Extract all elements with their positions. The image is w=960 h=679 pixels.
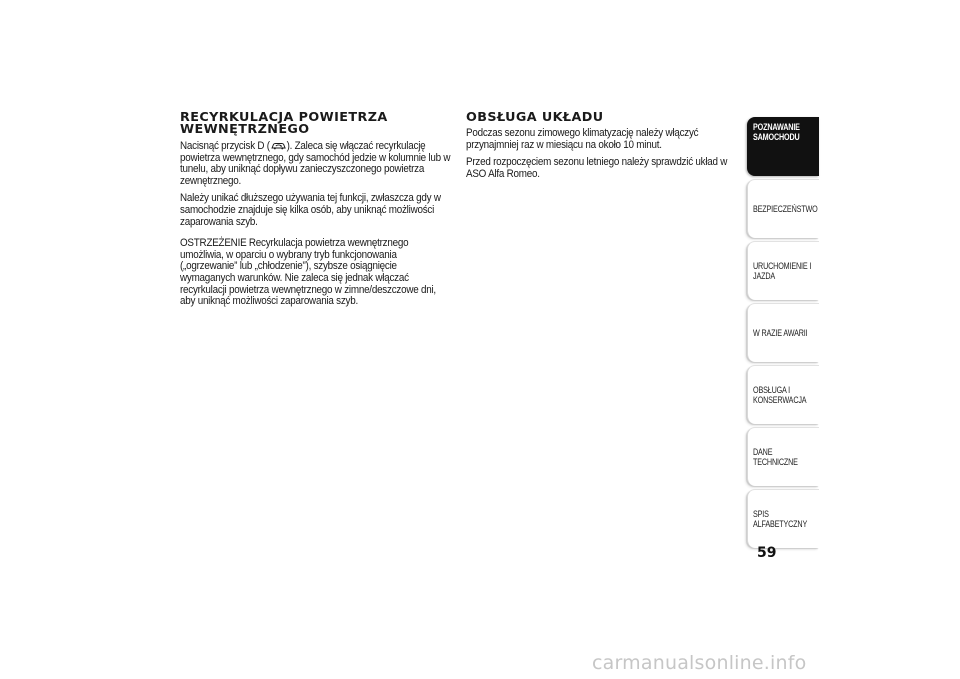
paragraph-recirculation-warning: OSTRZEŻENIE Recyrkulacja powietrza wewnętrznego umożliwia, w oparciu o wybrany tryb funkcjonowania („ogrzewanie” lub „chłodzenie”), szybsze osiągnięcie wymaganych warunków. Nie zaleca się jednak włączać recyrkulacji powietrza wewnętrznego w zimne/deszczowe dni, aby uniknąć możliwości zaparowania szyb. bbox=[180, 237, 436, 308]
tab-dane-techniczne[interactable] bbox=[747, 427, 819, 486]
section-heading-recirculation: RECYRKULACJA POWIETRZA WEWNĘTRZNEGO bbox=[180, 109, 388, 136]
tab-label: URUCHOMIENIE I JAZDA bbox=[753, 261, 812, 281]
page-number: 59 bbox=[757, 545, 777, 561]
text-fragment: ). Zaleca się włączać recyrkulację powietrza wewnętrznego, gdy samochód jedzie w kolumnie lub w tunelu, aby uniknąć dopływu zanieczyszczonego powietrza zewnętrznego. bbox=[180, 140, 451, 187]
tab-label: SPIS ALFABETYCZNY bbox=[753, 509, 808, 529]
tab-label: BEZPIECZEŃSTWO bbox=[753, 204, 818, 214]
tab-w-razie-awarii[interactable] bbox=[747, 303, 819, 362]
paragraph-recirculation-intro bbox=[180, 140, 452, 187]
paragraph-maintenance-winter: Podczas sezonu zimowego klimatyzację należy włączyć przynajmniej raz w miesiącu na około 10 minut. bbox=[466, 127, 699, 151]
tab-bezpieczenstwo[interactable] bbox=[747, 179, 819, 238]
tab-label: W RAZIE AWARII bbox=[753, 328, 808, 338]
car-recirculation-icon bbox=[270, 140, 287, 150]
tab-obsluga-i-konserwacja[interactable] bbox=[747, 365, 819, 424]
tab-spis-alfabetyczny[interactable] bbox=[747, 489, 819, 548]
text-fragment: Nacisnąć przycisk D ( bbox=[180, 140, 270, 152]
section-heading-maintenance: OBSŁUGA UKŁADU bbox=[466, 109, 604, 124]
chapter-tabs bbox=[747, 117, 819, 551]
paragraph-maintenance-summer: Przed rozpoczęciem sezonu letniego należy sprawdzić układ w ASO Alfa Romeo. bbox=[466, 156, 728, 180]
watermark: carmanualsonline.info bbox=[592, 652, 807, 674]
tab-poznawanie-samochodu[interactable] bbox=[747, 117, 819, 176]
tab-label: OBSŁUGA I KONSERWACJA bbox=[753, 385, 807, 405]
left-column bbox=[180, 111, 452, 314]
tab-label: POZNAWANIE SAMOCHODU bbox=[753, 122, 800, 142]
right-column bbox=[466, 111, 738, 186]
paragraph-recirculation-avoid: Należy unikać dłuższego używania tej funkcji, zwłaszcza gdy w samochodzie znajduje się kilka osób, aby uniknąć możliwości zaparowania szyb. bbox=[180, 192, 441, 228]
tab-uruchomienie-i-jazda[interactable] bbox=[747, 241, 819, 300]
tab-label: DANE TECHNICZNE bbox=[753, 447, 798, 467]
